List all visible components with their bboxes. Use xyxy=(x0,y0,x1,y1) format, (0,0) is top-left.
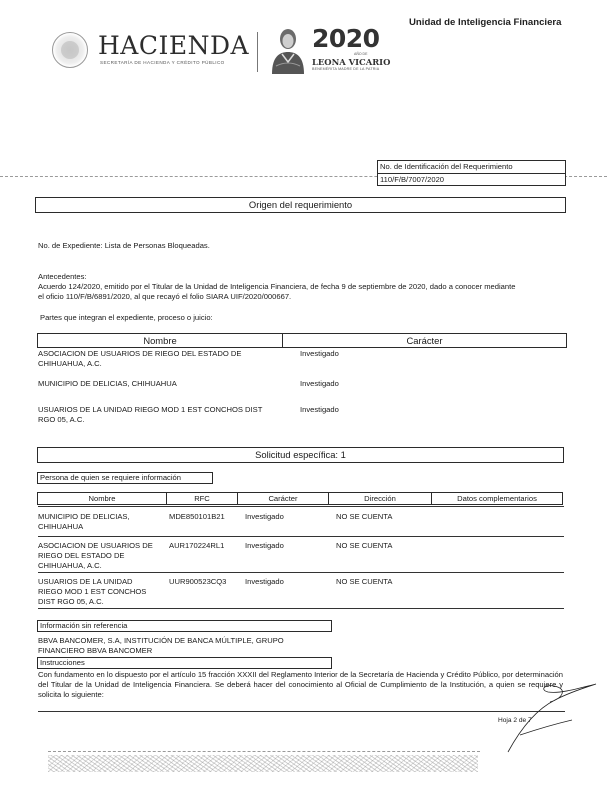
row-divider xyxy=(38,572,564,573)
header-direccion: Dirección xyxy=(329,493,432,504)
expediente-text: No. de Expediente: Lista de Personas Bloqueadas. xyxy=(38,241,210,250)
requerido-nombre: CHIHUAHUA xyxy=(38,522,84,531)
requerido-nombre: CHIHUAHUA, A.C. xyxy=(38,561,102,570)
info-sin-referencia-line-2: FINANCIERO BBVA BANCOMER xyxy=(38,646,153,655)
instrucciones-text: Con fundamento en lo dispuesto por el artículo 15 fracción XXXII del Reglamento Interior de la Secretaría de Hacienda y Crédito Público, por determinación del Titular de la Unidad de Inteligencia Financiera. Se deberá hacer del conocimiento al Oficial de Cumplimiento de la Institución, a quien se requiere y solicita lo siguiente: xyxy=(38,670,563,699)
requerido-table-header xyxy=(37,492,563,505)
row-divider xyxy=(38,536,564,537)
unit-title: Unidad de Inteligencia Financiera xyxy=(409,17,562,28)
partes-header-nombre: Nombre xyxy=(38,334,283,347)
partes-label: Partes que integran el expediente, proceso o juicio: xyxy=(40,313,213,322)
requerido-caracter: Investigado xyxy=(245,541,284,550)
solicitud-section-title: Solicitud específica: 1 xyxy=(37,447,564,463)
hacienda-logo: HACIENDA xyxy=(98,31,250,60)
logo-divider xyxy=(257,32,258,72)
header-datos-complementarios: Datos complementarios xyxy=(457,494,537,503)
antecedentes-line-1: Acuerdo 124/2020, emitido por el Titular de la Unidad de Inteligencia Financiera, de fecha 9 de septiembre de 2020, dado a conocer mediante xyxy=(38,282,516,291)
leona-vicario-logo: LEONA VICARIO xyxy=(312,57,391,67)
row-divider xyxy=(38,608,564,609)
year-logo-prefix: AÑO DE xyxy=(354,52,368,56)
requerido-nombre: ASOCIACION DE USUARIOS DE xyxy=(38,541,153,550)
partes-caracter: Investigado xyxy=(300,349,339,358)
section-rule xyxy=(38,711,565,712)
antecedentes-label: Antecedentes: xyxy=(38,272,87,281)
requerido-direccion: NO SE CUENTA xyxy=(336,577,393,586)
guilloche-security-band xyxy=(48,755,478,772)
requerido-nombre: MUNICIPIO DE DELICIAS, xyxy=(38,512,130,521)
info-sin-referencia-line-1: BBVA BANCOMER, S.A, INSTITUCIÓN DE BANCA MÚLTIPLE, GRUPO xyxy=(38,636,284,645)
origen-section-title: Origen del requerimiento xyxy=(35,197,566,213)
requerido-direccion: NO SE CUENTA xyxy=(336,512,393,521)
requerido-nombre: DIST RGO 05, A.C. xyxy=(38,597,104,606)
requerido-caracter: Investigado xyxy=(245,512,284,521)
requerido-nombre: RIEGO MOD 1 EST CONCHOS xyxy=(38,587,147,596)
persona-label: Persona de quien se requiere información xyxy=(37,472,213,484)
header-nombre: Nombre xyxy=(38,493,167,504)
partes-header-caracter: Carácter xyxy=(406,335,443,346)
identification-label: No. de Identificación del Requerimiento xyxy=(380,162,513,171)
requerido-nombre: RIEGO DEL ESTADO DE xyxy=(38,551,125,560)
identification-box xyxy=(377,160,566,186)
year-logo: 2020 xyxy=(312,24,380,53)
leona-vicario-subtitle: BENEMÉRITA MADRE DE LA PATRIA xyxy=(312,67,380,71)
identification-value: 110/F/B/7007/2020 xyxy=(378,173,565,186)
requerido-direccion: NO SE CUENTA xyxy=(336,541,393,550)
partes-table-header xyxy=(37,333,567,348)
hacienda-logo-subtitle: SECRETARÍA DE HACIENDA Y CRÉDITO PÚBLICO xyxy=(100,60,225,65)
info-sin-referencia-label: Información sin referencia xyxy=(37,620,332,632)
header-caracter: Carácter xyxy=(238,493,329,504)
antecedentes-line-2: el oficio 110/F/B/6891/2020, al que recayó el folio SIARA UIF/2020/000667. xyxy=(38,292,292,301)
header-rfc: RFC xyxy=(167,493,238,504)
requerido-nombre: USUARIOS DE LA UNIDAD xyxy=(38,577,133,586)
leona-vicario-portrait-icon xyxy=(268,26,308,74)
requerido-caracter: Investigado xyxy=(245,577,284,586)
partes-nombre: ASOCIACION DE USUARIOS DE RIEGO DEL ESTADO DE xyxy=(38,349,242,358)
requerido-rfc: UUR900523CQ3 xyxy=(169,577,227,586)
partes-nombre: RGO 05, A.C. xyxy=(38,415,85,424)
partes-nombre: CHIHUAHUA, A.C. xyxy=(38,359,102,368)
partes-caracter: Investigado xyxy=(300,405,339,414)
partes-nombre: MUNICIPIO DE DELICIAS, CHIHUAHUA xyxy=(38,379,177,388)
footer-rule xyxy=(48,751,480,752)
requerido-rfc: MDE850101B21 xyxy=(169,512,225,521)
requerido-rfc: AUR170224RL1 xyxy=(169,541,225,550)
page-number: Hoja 2 de 7 xyxy=(498,717,532,724)
mexico-seal-icon xyxy=(52,32,88,68)
partes-caracter: Investigado xyxy=(300,379,339,388)
partes-nombre: USUARIOS DE LA UNIDAD RIEGO MOD 1 EST CONCHOS DIST xyxy=(38,405,263,414)
signature-icon xyxy=(500,680,600,755)
row-divider xyxy=(38,506,564,507)
instrucciones-label: Instrucciones xyxy=(37,657,332,669)
